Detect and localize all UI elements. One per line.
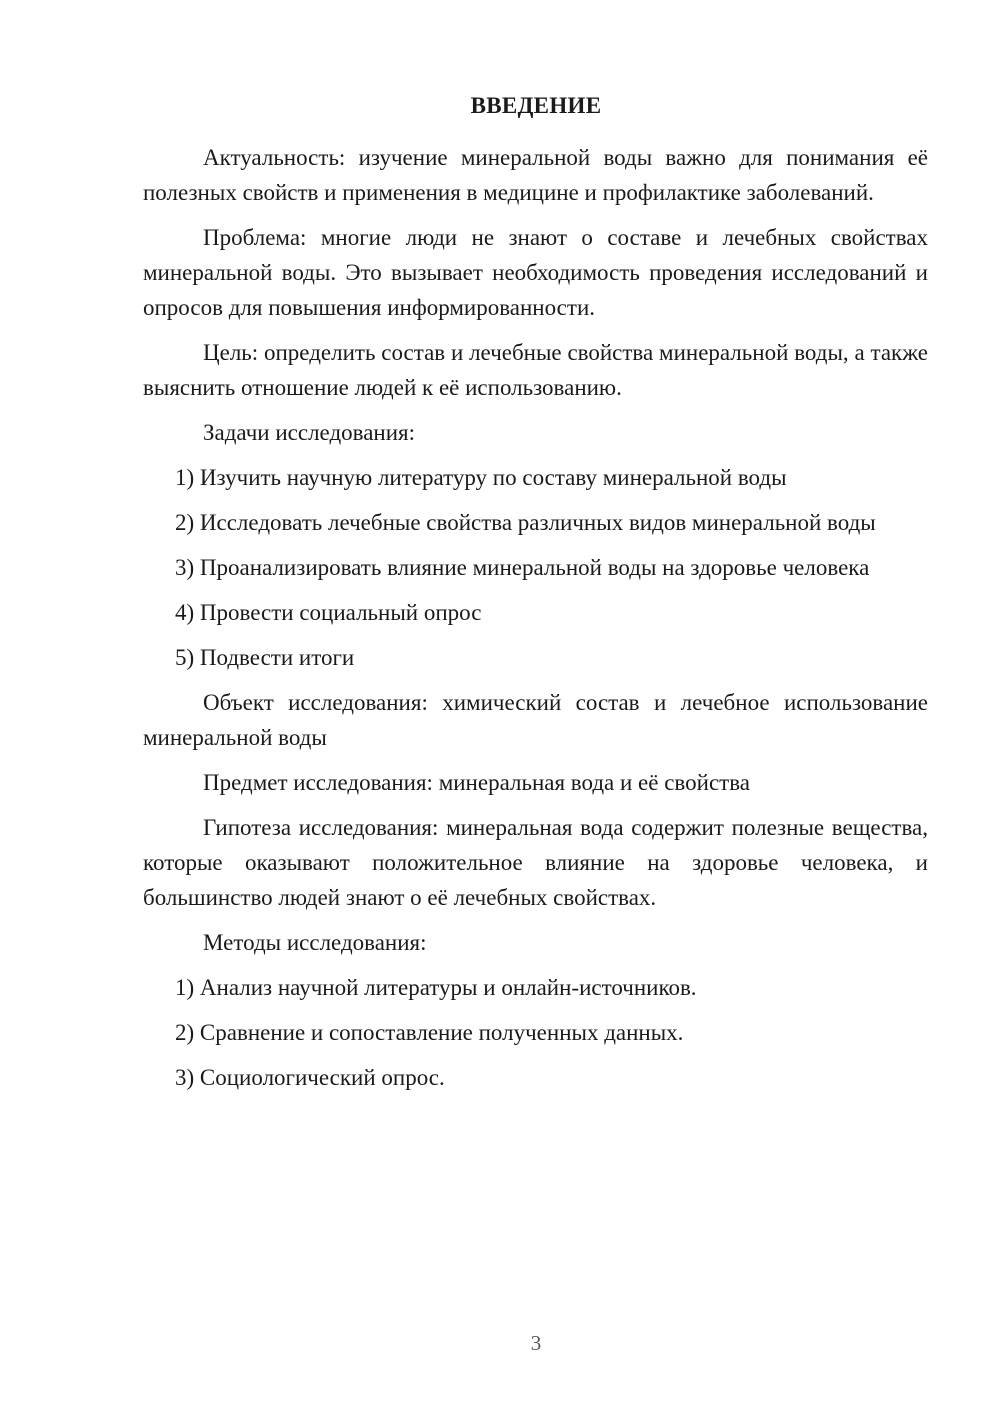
- paragraph-methods-heading: Методы исследования:: [203, 930, 427, 955]
- list-item-task-4: 4) Провести социальный опрос: [175, 600, 482, 625]
- list-item-task-1: 1) Изучить научную литературу по составу минеральной воды: [175, 465, 787, 490]
- page-title: ВВЕДЕНИЕ: [470, 93, 602, 118]
- paragraph-subject: Предмет исследования: минеральная вода и её свойства: [203, 770, 750, 795]
- list-item-method-1: 1) Анализ научной литературы и онлайн-источников.: [175, 975, 697, 1000]
- list-item-task-2: 2) Исследовать лечебные свойства различных видов минеральной воды: [175, 510, 876, 535]
- list-item-method-3: 3) Социологический опрос.: [175, 1065, 445, 1090]
- list-item-task-5: 5) Подвести итоги: [175, 645, 355, 670]
- page-number: 3: [530, 1331, 542, 1355]
- paragraph-relevance: Актуальность: изучение минеральной воды важно для понимания её полезных свойств и применения в медицине и профилактике заболеваний.: [143, 145, 928, 205]
- paragraph-hypothesis: Гипотеза исследования: минеральная вода содержит полезные вещества, которые оказывают положительное влияние на здоровье человека, и большинство людей знают о её лечебных свойствах.: [143, 815, 928, 910]
- paragraph-problem: Проблема: многие люди не знают о составе и лечебных свойствах минеральной воды. Это вызывает необходимость проведения исследований и опросов для повышения информированности.: [143, 225, 928, 320]
- list-item-task-3: 3) Проанализировать влияние минеральной воды на здоровье человека: [175, 555, 870, 580]
- paragraph-goal: Цель: определить состав и лечебные свойства минеральной воды, а также выяснить отношение людей к её использованию.: [143, 340, 928, 400]
- list-item-method-2: 2) Сравнение и сопоставление полученных данных.: [175, 1020, 684, 1045]
- paragraph-object: Объект исследования: химический состав и лечебное использование минеральной воды: [143, 690, 928, 750]
- document-body: [143, 140, 928, 1105]
- paragraph-tasks-heading: Задачи исследования:: [203, 420, 416, 445]
